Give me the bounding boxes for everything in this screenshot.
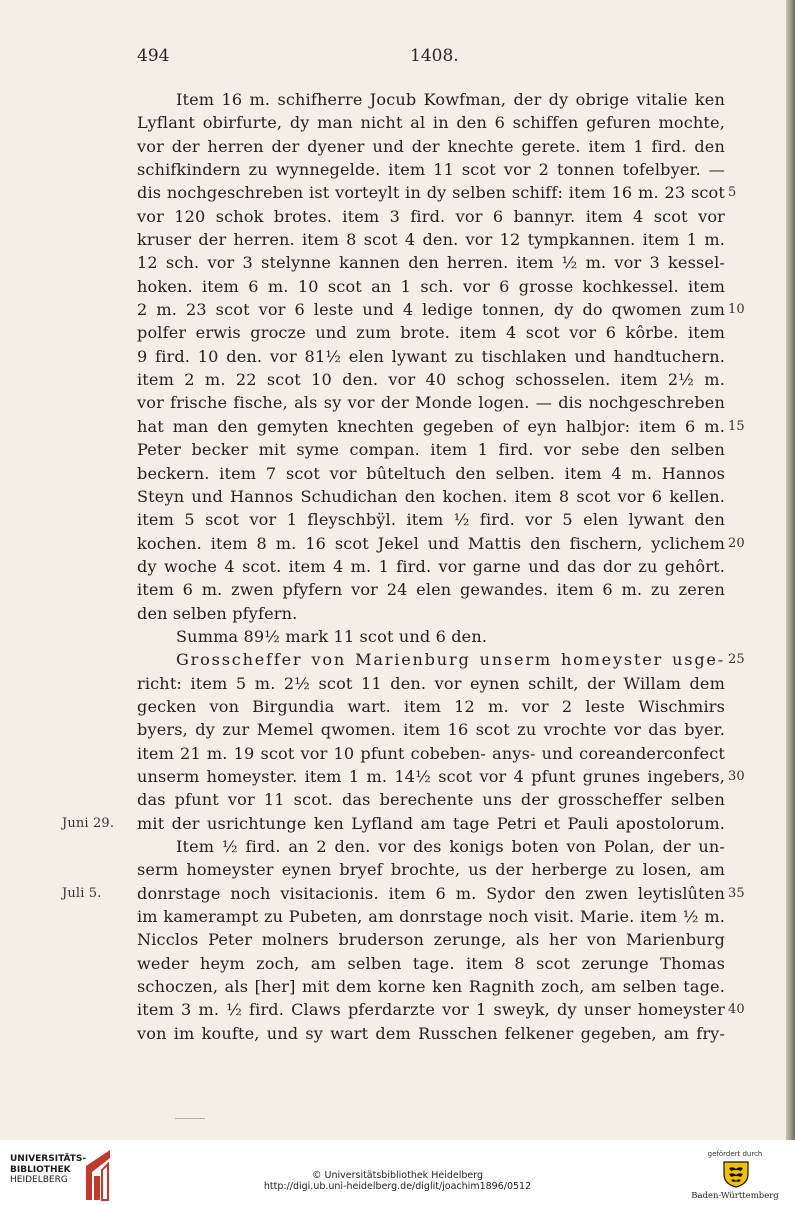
text-line <box>0 368 786 391</box>
sponsor-label: gefördert durch <box>707 1150 763 1158</box>
line-text: item 2 m. 22 scot 10 den. vor 40 schog schosselen. item 2½ m. <box>137 370 725 390</box>
copyright-block <box>0 1170 795 1192</box>
text-line <box>0 485 786 508</box>
line-text: item 21 m. 19 scot vor 10 pfunt cobeben- anys- und coreanderconfect <box>137 743 725 763</box>
text-line <box>0 415 786 438</box>
body-text <box>0 88 786 1045</box>
line-text: schoczen, als [her] mit dem korne ken Ragnith zoch, am selben tage. <box>137 977 725 997</box>
page-number: 494 <box>137 46 170 66</box>
text-line <box>0 508 786 531</box>
line-number: 30 <box>728 768 745 784</box>
line-text: Item 16 m. schifherre Jocub Kowfman, der dy obrige vitalie ken <box>176 90 725 109</box>
line-text: kochen. item 8 m. 16 scot Jekel und Mattis den fischern, yclichem <box>137 533 725 553</box>
text-line <box>0 765 786 788</box>
year-heading: 1408. <box>410 46 459 66</box>
text-line <box>0 975 786 998</box>
line-text: 2 m. 23 scot vor 6 leste und 4 ledige tonnen, dy do qwomen zum <box>137 300 725 320</box>
line-number: 40 <box>728 1002 745 1018</box>
line-number: 15 <box>728 418 745 434</box>
line-text: 12 sch. vor 3 stelynne kannen den herren. item ½ m. vor 3 kessel- <box>137 253 725 273</box>
text-line <box>0 555 786 578</box>
line-number: 25 <box>728 652 745 668</box>
text-line <box>0 788 786 811</box>
line-text: vor frische fische, als sy vor der Monde logen. — dis nochgeschreben <box>137 393 725 413</box>
page-edge-shadow <box>786 0 795 1140</box>
text-line <box>0 858 786 881</box>
text-line <box>0 298 786 321</box>
text-line <box>0 321 786 344</box>
text-line <box>0 275 786 298</box>
line-text: Summa 89½ mark 11 scot und 6 den. <box>176 626 488 646</box>
text-line <box>0 205 786 228</box>
text-line <box>0 812 786 835</box>
text-line <box>0 742 786 765</box>
line-number: 5 <box>728 185 737 201</box>
line-text: beckern. item 7 scot vor bûteltuch den selben. item 4 m. Hannos <box>137 463 725 483</box>
margin-date: Juni 29. <box>62 815 115 831</box>
line-text: weder heym zoch, am selben tage. item 8 scot zerunge Thomas <box>137 953 725 973</box>
footer-bar <box>0 1140 795 1205</box>
line-text: item 5 scot vor 1 fleyschbÿl. item ½ fird. vor 5 elen lywant den <box>137 510 725 530</box>
text-line <box>0 438 786 461</box>
line-text: vor 120 schok brotes. item 3 fird. vor 6 bannyr. item 4 scot vor <box>137 206 725 226</box>
line-text: vor der herren der dyener und der knechte gerete. item 1 fird. den <box>137 136 725 156</box>
line-text: Steyn und Hannos Schudichan den kochen. item 8 scot vor 6 kellen. <box>137 486 725 506</box>
line-text: unserm homeyster. item 1 m. 14½ scot vor 4 pfunt grunes ingebers, <box>137 766 725 786</box>
text-line <box>0 88 786 111</box>
copyright-text: © Universitätsbibliothek Heidelberg <box>311 1170 483 1181</box>
text-line <box>0 391 786 414</box>
text-line <box>0 695 786 718</box>
text-line <box>0 602 786 625</box>
text-line <box>0 998 786 1021</box>
text-line <box>0 181 786 204</box>
line-text: hat man den gemyten knechten gegeben of eyn halbjor: item 6 m. <box>137 416 725 436</box>
text-line <box>0 1022 786 1045</box>
text-line <box>0 228 786 251</box>
line-text: mit der usrichtunge ken Lyfland am tage Petri et Pauli apostolorum. <box>137 813 725 833</box>
line-text: Grosscheffer von Marienburg unserm homeyster usge- <box>176 650 725 670</box>
line-text: Item ½ fird. an 2 den. vor des konigs boten von Polan, der un- <box>176 837 725 856</box>
line-number: 20 <box>728 535 745 551</box>
text-line <box>0 952 786 975</box>
line-text: polfer erwis grocze und zum brote. item 4 scot vor 6 kôrbe. item <box>137 323 725 343</box>
text-line <box>0 111 786 134</box>
text-line <box>0 648 786 671</box>
text-line <box>0 672 786 695</box>
library-name-line2: BIBLIOTHEK <box>10 1164 71 1175</box>
text-line <box>0 905 786 928</box>
footnote-rule <box>175 1118 205 1119</box>
text-line <box>0 578 786 601</box>
line-number: 35 <box>728 885 745 901</box>
line-text: donrstage noch visitacionis. item 6 m. Sydor den zwen leytislûten <box>137 883 725 903</box>
library-name-line1: UNIVERSITÄTS- <box>10 1154 87 1164</box>
permalink-url[interactable]: http://digi.ub.uni-heidelberg.de/diglit/joachim1896/0512 <box>263 1181 532 1192</box>
line-text: richt: item 5 m. 2½ scot 11 den. vor eynen schilt, der Willam dem <box>137 673 725 693</box>
line-text: Nicclos Peter molners bruderson zerunge, als her von Marienburg <box>137 930 725 950</box>
line-text: 9 fird. 10 den. vor 81½ elen lywant zu tischlaken und handtuchern. <box>137 346 725 366</box>
line-text: im kamerampt zu Pubeten, am donrstage noch visit. Marie. item ½ m. <box>137 907 725 927</box>
line-text: den selben pfyfern. <box>137 603 298 623</box>
line-text: serm homeyster eynen bryef brochte, us der herberge zu losen, am <box>137 860 725 880</box>
text-line <box>0 135 786 158</box>
line-text: dis nochgeschreben ist vorteylt in dy selben schiff: item 16 m. 23 scot <box>137 183 725 203</box>
text-line <box>0 928 786 951</box>
text-line <box>0 882 786 905</box>
line-text: schifkindern zu wynnegelde. item 11 scot vor 2 tonnen tofelbyer. — <box>137 160 725 180</box>
text-line <box>0 532 786 555</box>
line-number: 10 <box>728 302 745 318</box>
line-text: item 6 m. zwen pfyfern vor 24 elen gewandes. item 6 m. zu zeren <box>137 580 725 600</box>
line-text: kruser der herren. item 8 scot 4 den. vor 12 tympkannen. item 1 m. <box>137 230 725 250</box>
line-text: Lyflant obirfurte, dy man nicht al in den 6 schiffen gefuren mochte, <box>137 113 725 133</box>
text-line <box>0 835 786 858</box>
line-text: das pfunt vor 11 scot. das berechente uns der grosscheffer selben <box>137 790 725 810</box>
library-name-line3: HEIDELBERG <box>10 1175 68 1185</box>
line-text: von im koufte, und sy wart dem Russchen felkener gegeben, am fry- <box>137 1023 725 1043</box>
line-text: Peter becker mit syme compan. item 1 fird. vor sebe den selben <box>137 440 725 460</box>
text-line <box>0 718 786 741</box>
line-text: gecken von Birgundia wart. item 12 m. vor 2 leste Wischmirs <box>137 696 725 716</box>
sponsor-name: Baden-Württemberg <box>691 1191 779 1201</box>
page-header <box>0 40 786 70</box>
text-line <box>0 625 786 648</box>
state-coat-of-arms-icon[interactable] <box>718 1160 754 1188</box>
margin-date: Juli 5. <box>62 885 102 901</box>
line-text: byers, dy zur Memel qwomen. item 16 scot zu vrochte vor das byer. <box>137 720 725 740</box>
line-text: hoken. item 6 m. 10 scot an 1 sch. vor 6 grosse kochkessel. item <box>137 276 725 296</box>
text-line <box>0 251 786 274</box>
text-line <box>0 158 786 181</box>
line-text: item 3 m. ½ fird. Claws pferdarzte vor 1 sweyk, dy unser homeyster <box>137 1000 725 1020</box>
text-line <box>0 462 786 485</box>
text-line <box>0 345 786 368</box>
line-text: dy woche 4 scot. item 4 m. 1 fird. vor garne und das dor zu gehôrt. <box>137 556 725 576</box>
